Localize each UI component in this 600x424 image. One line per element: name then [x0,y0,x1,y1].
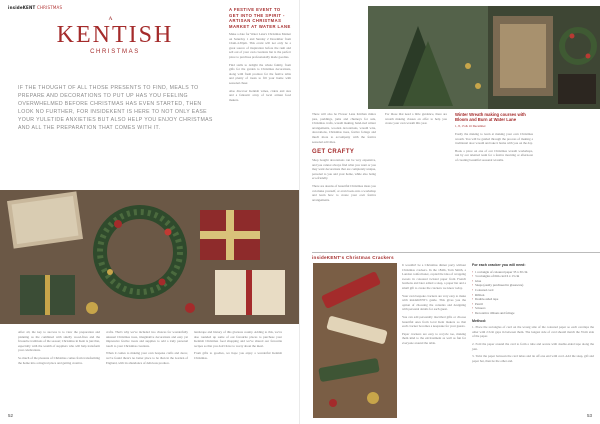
method-heading: Method: [472,318,486,323]
get-crafty-body [312,158,376,205]
wreath-intro [385,112,447,129]
crackers-intro-para: Your own bespoke crackers are very easy to make with insideKENT's guide. This gives you the option of choosing the contents and designing with personal details for each guest. [402,293,466,312]
brand-name: KENT [22,5,36,10]
supply-item: • Pencil [472,302,594,307]
christmas-photo-foliage [368,6,600,109]
wreath-intro-para: For those that need a little guidance, there are wreath making classes on offer to help you create your own wreath this year. [385,112,447,126]
left-body-col-1 [18,330,100,368]
supply-item: • Scissors [472,306,594,311]
market-body-col-2 [312,112,376,147]
crackers-intro-para: It wouldn't be a Christmas dinner party without Christmas crackers. In the 1840s, Tom Smith, a London confectioner, copied the idea of wrapping sweets in coloured twisted paper from French bonbons and later added a snap, a paper hat and a small gift to create the crackers we know today. [402,263,466,290]
brand-prefix: inside [8,5,23,10]
supply-item: • Snaps (easily purchased in glassware) [472,283,594,288]
workshop-heading: Winter Wreath making courses with Bloom and Burn at Water Lane [455,112,526,122]
workshop-body [455,132,533,166]
needs-heading: For each cracker you will need: [472,263,526,267]
left-body-col-3 [194,330,282,364]
crackers-title: insideKENT's Christmas Crackers [312,255,394,260]
left-col1-para: After all, the key to success is to view the preparation and planning as the combined with smelly wood-fires and the favourite traditions of the season; Christmas in Kent is just that, especially with the wealth of suppliers who will help transform your celebrations. [18,330,100,353]
method-step: 3. Twist the paper between the card tubes and tie off one end with cord. Add the snap, gift and paper hat, then tie the other end. [472,354,594,363]
method-step: 2. Fold the paper around the card to form a tube and secure with double-sided tape along the join. [472,341,594,351]
christmas-photo-wreath [0,190,300,324]
crackers-instructions [472,263,594,366]
supply-item: • Ribbon [472,293,594,298]
supply-item: • Coloured cord [472,288,594,293]
supply-item: • 3 rectangles of thin card 6 x 13 cm [472,274,594,279]
method-step: 1. Place the rectangles of card on the wrong side of the coloured paper so each overlaps the other with 2.5cm gaps in between them. The longest side of card should match the 35cm side of the paper. [472,325,594,339]
left-page-number: 52 [8,413,14,418]
left-body-col-2 [106,330,188,368]
intro-paragraph: IF THE THOUGHT OF ALL THOSE PRESENTS TO FIND, MEALS TO PREPARE AND DECORATIONS TO PUT UP HAS YOU FEELING OVERWHELMED BEFORE CHRISTMAS HAS EVEN STARTED, THEN LOOK NO FURTHER, FOR INSIDEKENT IS HERE TO NOT ONLY EASE YOUR YULETIDE ANXIETIES BUT ALSO HELP YOU ENJOY CHRISTMAS AND ALL THE PREPARATION THAT COMES WITH IT. [18,85,213,132]
get-crafty-para: There are dozens of beautiful Christmas ideas you can make yourself, or even book onto a workshop and learn how to create your own festive arrangements. [312,183,376,202]
crackers-intro [402,263,466,349]
get-crafty-para: Shop bought decorations can be very expensive, and you cannot always find what you want or you may want decorations that are completely unique, personal to you and your home, while also being eco-friendly. [312,158,376,181]
workshop-para: Book a place on one of our Christmas wreath workshops, run by our talented team for a festive morning or afternoon of creating beautiful seasonal wreaths. [455,148,533,162]
supply-item: • Glue [472,279,594,284]
get-crafty-heading: GET CRAFTY [312,149,355,155]
market-body-col-1 [229,32,291,105]
left-col3-para: From gifts to goodies, we hope you enjoy a wonderful Kentish Christmas. [194,351,282,360]
page-subtitle: CHRISTMAS [90,49,140,55]
photo-illustration [0,190,300,324]
market-para: There will also be Flower Lane Kitchen mince pies, puddings, jams and chutneys for sale, Christmas crafts, wreath making, hand-tied winter arrangements, wooden decorations, wreath wire, decorations, Christmas trees, festive foliage and much more to accompany with the festive seasonal activities. [312,112,376,144]
christmas-photo-crackers [313,263,397,418]
market-para: Make a date for Water Lane's Christmas Market on Saturday 1 and Sunday 2 December from 10am-4.30pm. This event will not only be a great source of inspiration before the rush and sell out of your own creations but is the perfect place to purchase professionally made goodies. [229,32,291,59]
page-title: KENTISH [56,22,174,48]
market-para: Find stalls to delight the whole family, from gifts for the garden to Christmas decorations, along with fresh produce for the festive table and plenty of treats to fill your home with seasonal cheer. [229,62,291,85]
photo-illustration [368,6,600,109]
brand-header [8,5,62,10]
supply-item: • Decorative ribbons and foliage [472,311,594,316]
left-col2-para: crafts. That's why we've included two choices for wonderfully unusual Christmas trees, imaginative decorations and easy yet impressive festive treats and supplies to add a truly personal touch to your Christmas creations. [106,330,188,348]
workshop-para: Easily the making to learn at making your own Christmas wreath. You will be guided through the process of making a traditional door wreath and take it home with you on the day. [455,132,533,146]
left-col2-para: When it comes to making your own bespoke crafts and decor, we've found there's no better place to be than in the Garden of England, with its abundance of delicious produce. [106,351,188,365]
title-kicker: A [108,16,114,22]
left-col3-para: landscape and history of this glorious county. Adding to this, we've also rounded up some of our favourite places to purchase your Kentish Christmas food shopping and we've shared our favourite recipes so that you don't have to worry about the meal. [194,330,282,348]
crackers-intro-para: You can add personally inscribed gifts or choose beautiful ones from local Kent makers so that each cracker becomes a keepsake for your guests. [402,314,466,329]
workshop-dates: 1, 8, 15 & 16 December [455,124,486,128]
supply-item: • 1 rectangle of coloured paper 35 x 30 cm [472,270,594,275]
right-page-number: 53 [586,413,592,418]
supplies-list [472,270,594,316]
photo-illustration [313,263,397,418]
left-col1-para: So much of the pleasure of Christmas comes from transforming the home into a magical place and getting creative. [18,355,100,365]
market-para: Also discover Kentish wines, ciders and ales and a fantastic array of local artisan food makers. [229,88,291,102]
crackers-intro-para: Paper crackers are easy to recycle too, making them kind to the environment as well as fun for everyone around the table. [402,331,466,345]
supply-item: • Double-sided tape [472,297,594,302]
market-heading: A FESTIVE EVENT TO GET INTO THE SPIRIT - ARTISAN CHRISTMAS MARKET AT WATER LANE [229,7,291,29]
brand-section: CHRISTMAS [36,5,63,10]
